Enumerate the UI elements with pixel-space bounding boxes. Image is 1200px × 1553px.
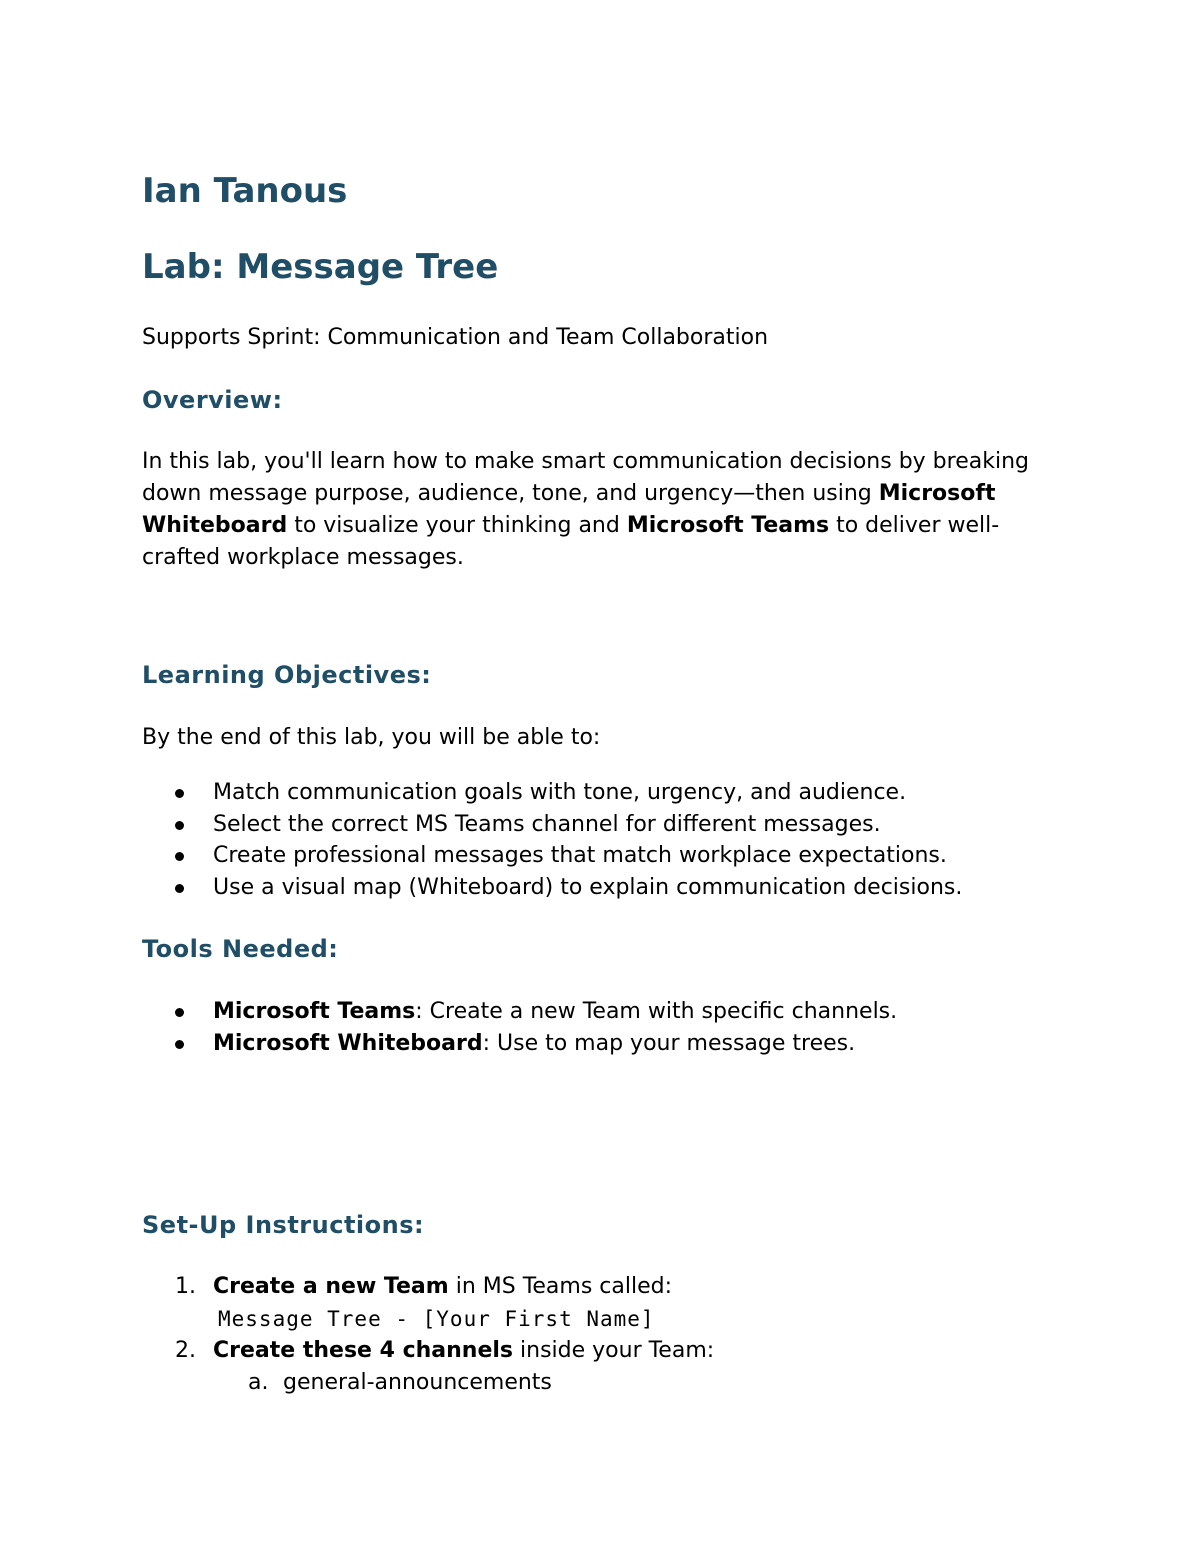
bullet-icon	[175, 1008, 184, 1017]
sub-item-letter: a.	[248, 1370, 269, 1395]
channel-sub-item	[213, 1367, 714, 1399]
sprint-subtitle: Supports Sprint: Communication and Team Collaboration	[142, 325, 769, 350]
list-item-text: Use a visual map (Whiteboard) to explain communication decisions.	[213, 874, 963, 900]
bullet-icon	[175, 789, 184, 798]
tool-name: Microsoft Teams	[213, 999, 416, 1024]
objectives-heading: Learning Objectives:	[142, 661, 432, 689]
setup-step	[142, 1335, 714, 1399]
list-item	[142, 809, 962, 841]
setup-step	[142, 1271, 714, 1335]
overview-text-3: to deliver well-crafted workplace messages.	[142, 513, 1000, 570]
objectives-list	[142, 777, 962, 903]
team-name-code: Message Tree - [Your First Name]	[218, 1307, 655, 1331]
channel-name: general-announcements	[283, 1370, 552, 1395]
setup-steps	[142, 1271, 714, 1399]
step-bold-text: Create a new Team	[213, 1274, 449, 1299]
step-bold-text: Create these 4 channels	[213, 1338, 514, 1363]
tools-heading: Tools Needed:	[142, 935, 339, 963]
setup-heading: Set-Up Instructions:	[142, 1211, 425, 1239]
tool-description: : Use to map your message trees.	[482, 1030, 856, 1056]
list-item	[142, 872, 962, 904]
overview-text-1: In this lab, you'll learn how to make smart communication decisions by breaking down message purpose, audience, tone, and urgency—then using	[142, 449, 1029, 506]
bullet-icon	[175, 821, 184, 830]
overview-paragraph	[142, 446, 1072, 574]
bullet-icon	[175, 884, 184, 893]
bullet-icon	[175, 852, 184, 861]
bullet-icon	[175, 1040, 184, 1049]
tool-name: Microsoft Whiteboard	[213, 1030, 483, 1056]
overview-heading: Overview:	[142, 386, 283, 414]
step-text: inside your Team:	[513, 1338, 715, 1363]
overview-text-2: to visualize your thinking and	[287, 513, 627, 538]
objectives-intro: By the end of this lab, you will be able to:	[142, 725, 601, 750]
list-item	[142, 840, 962, 872]
list-item-text: Create professional messages that match workplace expectations.	[213, 843, 947, 868]
list-item-text: Match communication goals with tone, urgency, and audience.	[213, 780, 907, 805]
lab-title: Lab: Message Tree	[142, 247, 499, 287]
overview-bold-teams: Microsoft Teams	[626, 513, 830, 538]
step-number: 2.	[175, 1338, 196, 1363]
step-text: in MS Teams called:	[448, 1274, 673, 1299]
list-item	[142, 777, 962, 809]
list-item	[142, 996, 897, 1028]
step-number: 1.	[175, 1274, 196, 1299]
list-item	[142, 1028, 897, 1060]
tools-list	[142, 996, 897, 1059]
tool-description: : Create a new Team with specific channels.	[415, 999, 898, 1024]
author-name: Ian Tanous	[142, 171, 348, 211]
overview-bold-whiteboard: Microsoft Whiteboard	[142, 481, 996, 538]
list-item-text: Select the correct MS Teams channel for different messages.	[213, 811, 881, 837]
